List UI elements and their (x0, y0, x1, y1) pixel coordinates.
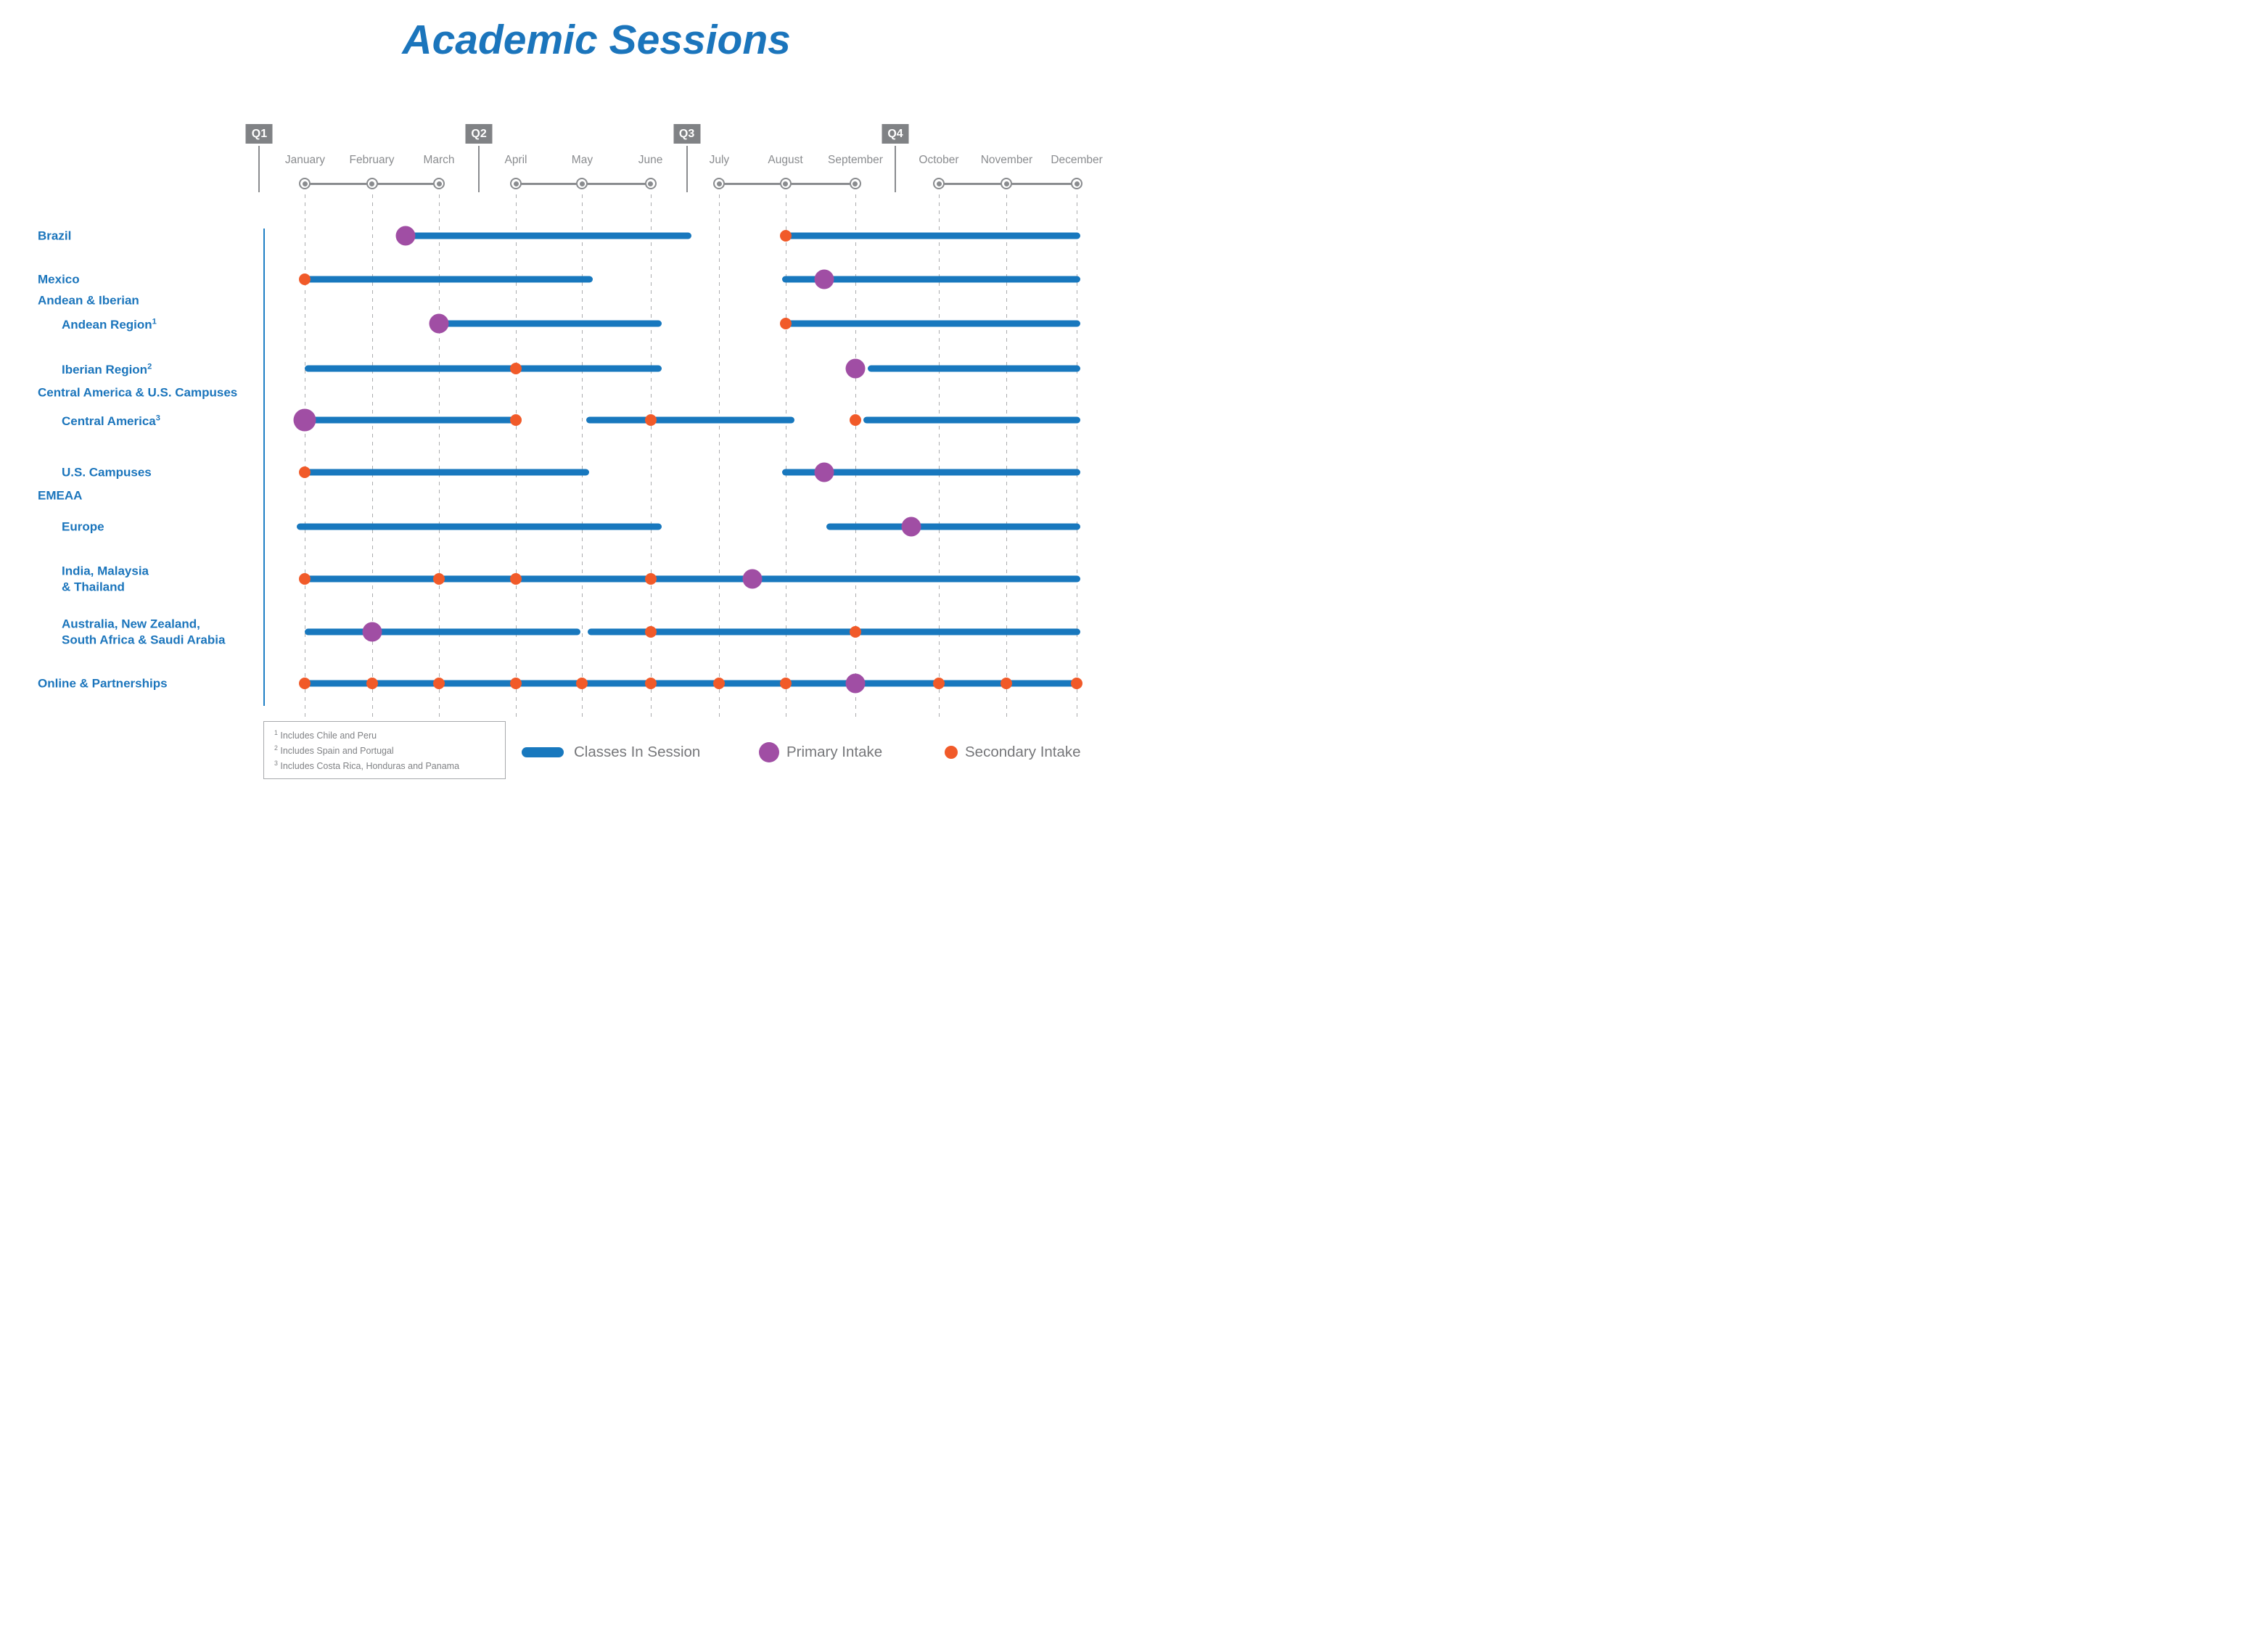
session-bar-europe (826, 524, 1080, 530)
primary-intake-dot-brazil (395, 226, 415, 246)
gridline-june (651, 194, 652, 720)
gridline-may (582, 194, 583, 720)
row-label-australia-new-zealand-south-africa-saudi-arabia: Australia, New Zealand, South Africa & Saudi Arabia (62, 617, 226, 646)
row-label-u-s-campuses: U.S. Campuses (62, 465, 152, 480)
month-tick-inner-september (852, 181, 858, 186)
primary-intake-dot-mexico (814, 270, 834, 289)
row-label-central-america: Central America$^3$ (62, 414, 160, 429)
month-tick-inner-march (437, 181, 442, 186)
session-bar-andean-region (439, 321, 662, 327)
secondary-intake-dot-andean-region (780, 318, 792, 329)
quarter-separator-q1 (258, 146, 260, 192)
secondary-intake-dot-online-partnerships (299, 678, 311, 689)
row-label-andean-region: Andean Region$^1$ (62, 317, 157, 332)
legend-secondary-intake-dot (945, 746, 958, 759)
month-tick-december (1071, 178, 1082, 189)
quarter-box-q3: Q3 (673, 124, 700, 144)
month-tick-june (645, 178, 657, 189)
secondary-intake-dot-central-america (510, 414, 522, 426)
month-label-december: December (1051, 154, 1103, 166)
month-tick-inner-february (369, 181, 374, 186)
month-tick-november (1001, 178, 1012, 189)
label-column-divider-line (263, 229, 265, 706)
month-tick-july (713, 178, 725, 189)
quarter-box-q1: Q1 (246, 124, 273, 144)
session-bar-central-america (586, 417, 794, 424)
month-label-july: July (709, 154, 730, 166)
secondary-intake-dot-mexico (299, 273, 311, 285)
primary-intake-dot-u-s-campuses (814, 463, 834, 482)
quarter-box-q4: Q4 (882, 124, 908, 144)
quarter-separator-q3 (686, 146, 688, 192)
secondary-intake-dot-online-partnerships (576, 678, 588, 689)
legend-primary-intake-dot (759, 742, 779, 762)
footnote-1: $^1$ Includes Chile and Peru (274, 728, 377, 741)
session-bar-central-america (863, 417, 1080, 424)
gridline-april (516, 194, 517, 720)
legend-classes-in-session-label: Classes In Session (574, 744, 701, 760)
month-label-april: April (504, 154, 527, 166)
month-tick-inner-december (1075, 181, 1080, 186)
month-tick-inner-june (648, 181, 653, 186)
row-label-mexico: Mexico (38, 272, 80, 287)
secondary-intake-dot-online-partnerships (433, 678, 445, 689)
month-label-march: March (423, 154, 455, 166)
session-bar-iberian-region (305, 366, 661, 372)
month-tick-september (850, 178, 861, 189)
session-bar-india-malaysia-thailand (305, 576, 1080, 583)
legend-secondary-intake-label: Secondary Intake (965, 744, 1081, 760)
month-tick-may (576, 178, 588, 189)
secondary-intake-dot-brazil (780, 230, 792, 242)
session-bar-central-america (305, 417, 516, 424)
primary-intake-dot-andean-region (430, 314, 449, 334)
row-label-online-partnerships: Online & Partnerships (38, 676, 168, 691)
secondary-intake-dot-india-malaysia-thailand (645, 573, 657, 585)
primary-intake-dot-australia-new-zealand-south-africa-saudi-arabia (362, 622, 382, 642)
secondary-intake-dot-central-america (645, 414, 657, 426)
row-label-europe: Europe (62, 519, 104, 534)
session-bar-europe (297, 524, 661, 530)
secondary-intake-dot-online-partnerships (1001, 678, 1012, 689)
legend (0, 0, 1134, 817)
primary-intake-dot-online-partnerships (845, 674, 865, 694)
quarter-box-q2: Q2 (466, 124, 493, 144)
month-label-february: February (349, 154, 395, 166)
quarter-separator-q2 (478, 146, 480, 192)
session-bar-australia-new-zealand-south-africa-saudi-arabia (588, 629, 1080, 635)
group-label-emeaa: EMEAA (38, 488, 83, 503)
month-label-november: November (980, 154, 1033, 166)
month-label-october: October (919, 154, 959, 166)
month-label-january: January (284, 154, 326, 166)
session-bar-brazil (786, 233, 1080, 239)
secondary-intake-dot-australia-new-zealand-south-africa-saudi-arabia (850, 626, 861, 638)
secondary-intake-dot-australia-new-zealand-south-africa-saudi-arabia (645, 626, 657, 638)
session-bar-iberian-region (868, 366, 1080, 372)
month-label-september: September (828, 154, 883, 166)
month-tick-inner-july (717, 181, 722, 186)
secondary-intake-dot-iberian-region (510, 363, 522, 374)
primary-intake-dot-central-america (294, 409, 316, 432)
month-tick-august (780, 178, 792, 189)
secondary-intake-dot-online-partnerships (366, 678, 378, 689)
secondary-intake-dot-u-s-campuses (299, 466, 311, 478)
month-label-june: June (638, 154, 663, 166)
gridline-july (719, 194, 720, 720)
month-tick-february (366, 178, 378, 189)
secondary-intake-dot-india-malaysia-thailand (510, 573, 522, 585)
month-tick-inner-april (514, 181, 519, 186)
secondary-intake-dot-online-partnerships (933, 678, 945, 689)
month-tick-inner-may (580, 181, 585, 186)
quarter-separator-q4 (895, 146, 896, 192)
group-label-central-america-u-s-campuses: Central America & U.S. Campuses (38, 385, 238, 400)
month-label-august: August (768, 154, 803, 166)
legend-classes-in-session-swatch (522, 747, 564, 757)
page-title: Academic Sessions (402, 17, 791, 63)
secondary-intake-dot-online-partnerships (780, 678, 792, 689)
row-label-brazil: Brazil (38, 229, 72, 243)
primary-intake-dot-europe (902, 517, 921, 537)
academic-sessions-infographic (0, 0, 1134, 817)
primary-intake-dot-iberian-region (845, 359, 865, 379)
gridline-november (1006, 194, 1007, 720)
group-label-andean-iberian: Andean & Iberian (38, 293, 139, 308)
row-label-india-malaysia-thailand: India, Malaysia & Thailand (62, 564, 149, 593)
secondary-intake-dot-online-partnerships (713, 678, 725, 689)
month-tick-march (433, 178, 445, 189)
secondary-intake-dot-india-malaysia-thailand (433, 573, 445, 585)
secondary-intake-dot-central-america (850, 414, 861, 426)
secondary-intake-dot-online-partnerships (510, 678, 522, 689)
primary-intake-dot-india-malaysia-thailand (742, 569, 762, 589)
month-tick-april (510, 178, 522, 189)
session-bar-u-s-campuses (305, 469, 588, 476)
gridline-march (439, 194, 440, 720)
gridline-september (855, 194, 856, 720)
gridline-october (939, 194, 940, 720)
month-tick-january (299, 178, 311, 189)
session-bar-mexico (305, 276, 592, 283)
secondary-intake-dot-india-malaysia-thailand (299, 573, 311, 585)
legend-primary-intake-label: Primary Intake (786, 744, 883, 760)
footnotes-box (263, 721, 506, 779)
month-tick-inner-august (783, 181, 788, 186)
month-tick-inner-january (303, 181, 308, 186)
month-tick-october (933, 178, 945, 189)
footnote-3: $^3$ Includes Costa Rica, Honduras and Panama (274, 760, 460, 772)
session-bar-australia-new-zealand-south-africa-saudi-arabia (305, 629, 580, 635)
month-tick-inner-october (937, 181, 942, 186)
footnote-2: $^2$ Includes Spain and Portugal (274, 744, 394, 757)
session-bar-brazil (406, 233, 692, 239)
month-label-may: May (571, 154, 593, 166)
secondary-intake-dot-online-partnerships (645, 678, 657, 689)
session-bar-andean-region (786, 321, 1080, 327)
row-label-iberian-region: Iberian Region$^2$ (62, 362, 152, 377)
session-bar-online-partnerships (305, 680, 1080, 687)
month-tick-inner-november (1004, 181, 1009, 186)
secondary-intake-dot-online-partnerships (1071, 678, 1082, 689)
